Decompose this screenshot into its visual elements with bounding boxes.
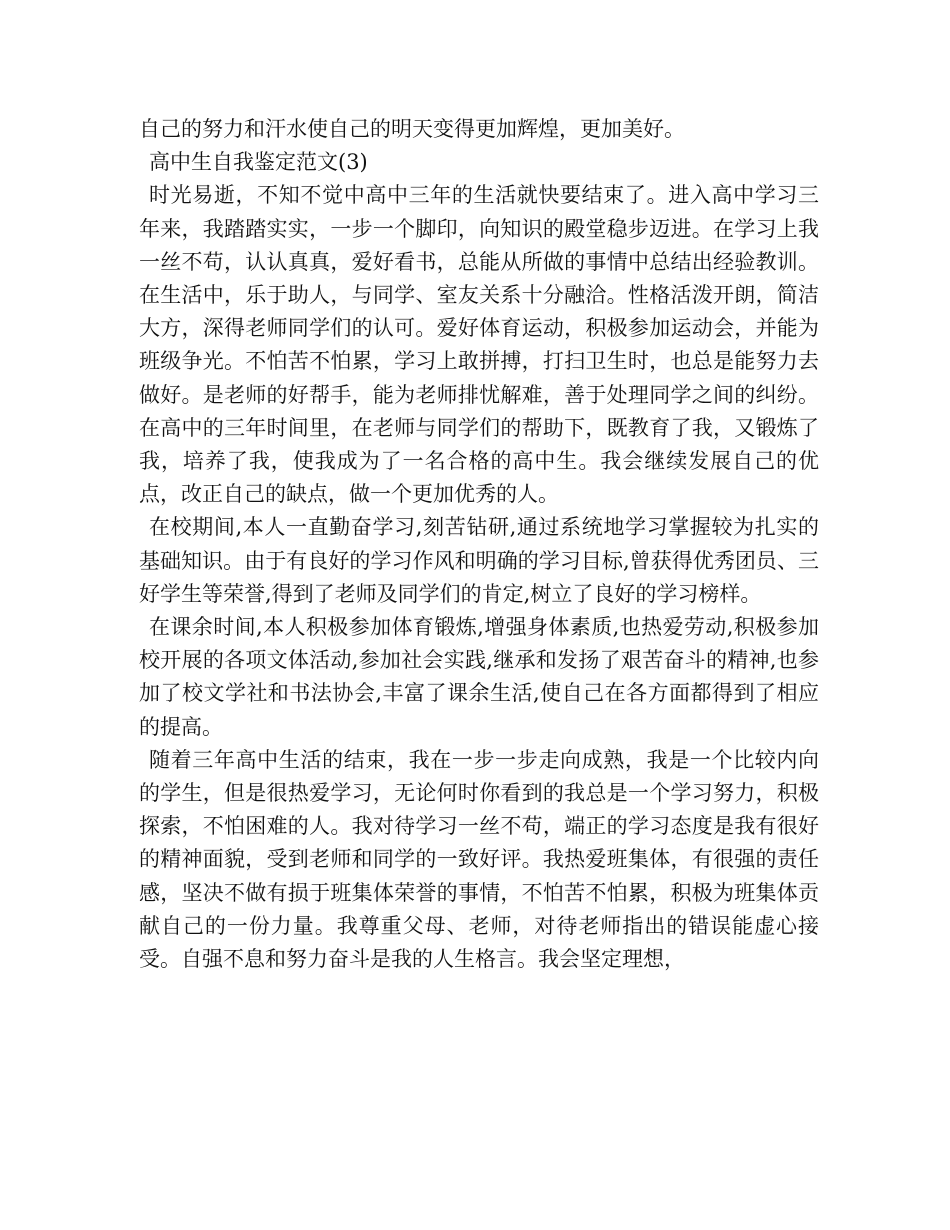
- paragraph-1: 时光易逝，不知不觉中高中三年的生活就快要结束了。进入高中学习三年来，我踏踏实实，一步一个脚印，向知识的殿堂稳步迈进。在学习上我一丝不苟，认认真真，爱好看书，总能从所做的事情中总结出经验教训。在生活中，乐于助人，与同学、室友关系十分融洽。性格活泼开朗，简洁大方，深得老师同学们的认可。爱好体育运动，积极参加运动会，并能为班级争光。不怕苦不怕累，学习上敢拼搏，打扫卫生时，也总是能努力去做好。是老师的好帮手，能为老师排忧解难，善于处理同学之间的纠纷。在高中的三年时间里，在老师与同学们的帮助下，既教育了我，又锻炼了我，培养了我，使我成为了一名合格的高中生。我会继续发展自己的优点，改正自己的缺点，做一个更加优秀的人。: [139, 183, 819, 507]
- paragraph-4: 随着三年高中生活的结束，我在一步一步走向成熟，我是一个比较内向的学生，但是很热爱学习，无论何时你看到的我总是一个学习努力，积极探索，不怕困难的人。我对待学习一丝不苟，端正的学习态度是我有很好的精神面貌，受到老师和同学的一致好评。我热爱班集体，有很强的责任感，坚决不做有损于班集体荣誉的事情，不怕苦不怕累，积极为班集体贡献自己的一份力量。我尊重父母、老师，对待老师指出的错误能虚心接受。自强不息和努力奋斗是我的人生格言。我会坚定理想，: [139, 747, 819, 972]
- paragraph-continuation: 自己的努力和汗水使自己的明天变得更加辉煌，更加美好。: [139, 117, 685, 141]
- paragraph-2: 在校期间,本人一直勤奋学习,刻苦钻研,通过系统地学习掌握较为扎实的基础知识。由于有良好的学习作风和明确的学习目标,曾获得优秀团员、三好学生等荣誉,得到了老师及同学们的肯定,树立了良好的学习榜样。: [139, 515, 819, 606]
- section-heading: 高中生自我鉴定范文(3): [149, 150, 368, 175]
- paragraph-3: 在课余时间,本人积极参加体育锻炼,增强身体素质,也热爱劳动,积极参加校开展的各项文体活动,参加社会实践,继承和发扬了艰苦奋斗的精神,也参加了校文学社和书法协会,丰富了课余生活,使自己在各方面都得到了相应的提高。: [139, 615, 819, 739]
- document-body: [139, 113, 819, 976]
